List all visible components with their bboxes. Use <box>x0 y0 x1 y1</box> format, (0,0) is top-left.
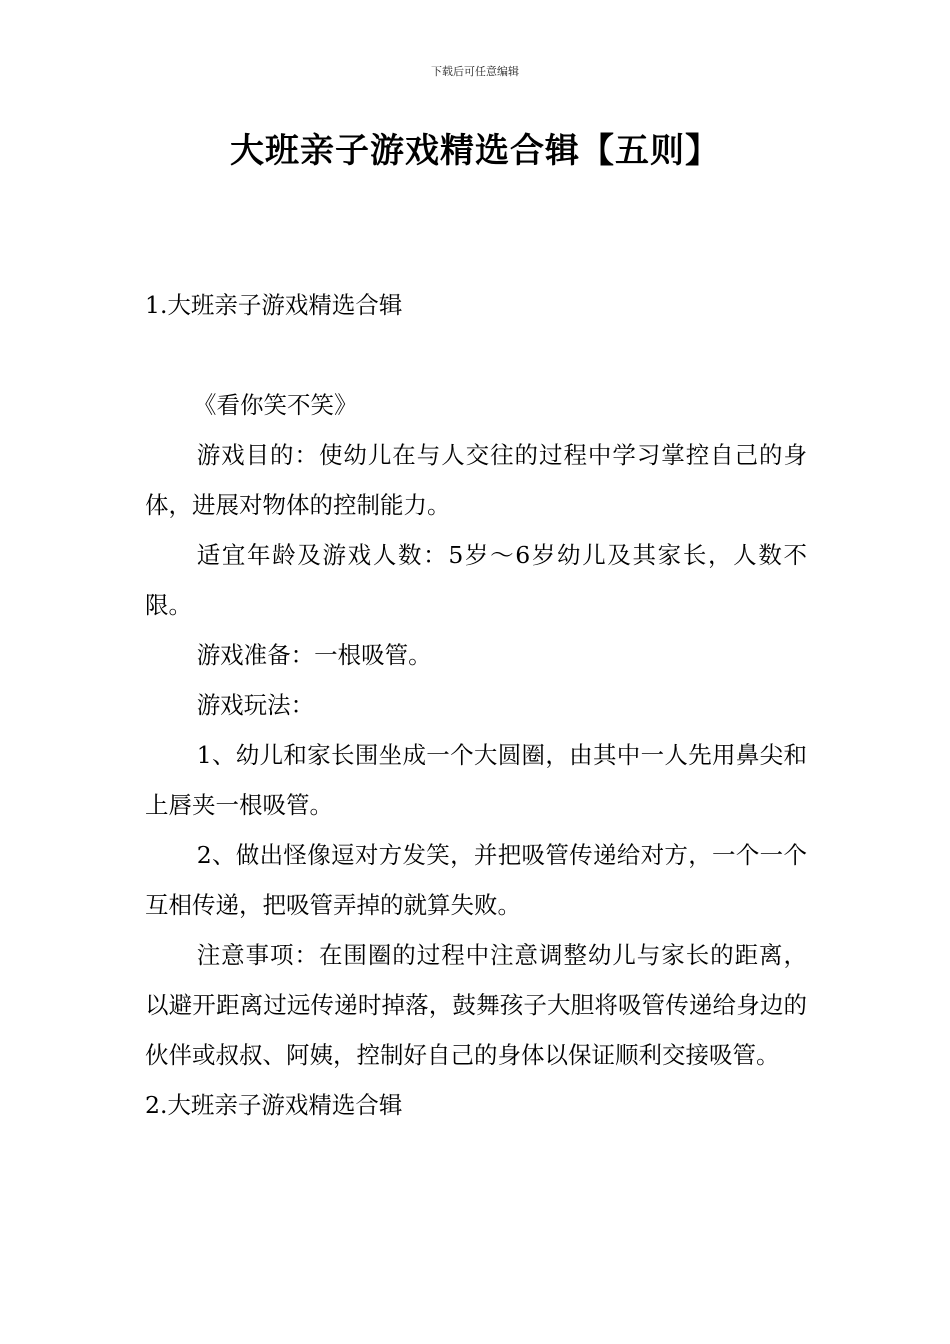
game-title: 《看你笑不笑》 <box>193 391 358 419</box>
paragraph-rule-2: 2、做出怪像逗对方发笑，并把吸管传递给对方，一个一个互相传递，把吸管弄掉的就算失败。 <box>145 841 807 919</box>
paragraph-notes: 注意事项：在围圈的过程中注意调整幼儿与家长的距离，以避开距离过远传递时掉落，鼓舞孩子大胆将吸管传递给身边的伙伴或叔叔、阿姨，控制好自己的身体以保证顺利交接吸管。 <box>145 941 807 1069</box>
paragraph-purpose: 游戏目的：使幼儿在与人交往的过程中学习掌控自己的身体，进展对物体的控制能力。 <box>145 441 807 519</box>
document-body <box>145 280 807 1130</box>
header-note: 下载后可任意编辑 <box>431 65 519 78</box>
paragraph-preparation: 游戏准备：一根吸管。 <box>196 641 432 669</box>
section-heading-2: 2.大班亲子游戏精选合辑 <box>145 1091 403 1119</box>
paragraph-rule-1: 1、幼儿和家长围坐成一个大圆圈，由其中一人先用鼻尖和上唇夹一根吸管。 <box>145 741 807 819</box>
document-title: 大班亲子游戏精选合辑【五则】 <box>230 131 720 171</box>
section-heading: 1.大班亲子游戏精选合辑 <box>145 291 403 319</box>
paragraph-age: 适宜年龄及游戏人数：5岁～6岁幼儿及其家长，人数不限。 <box>145 541 807 619</box>
paragraph-rules-heading: 游戏玩法： <box>196 691 315 719</box>
